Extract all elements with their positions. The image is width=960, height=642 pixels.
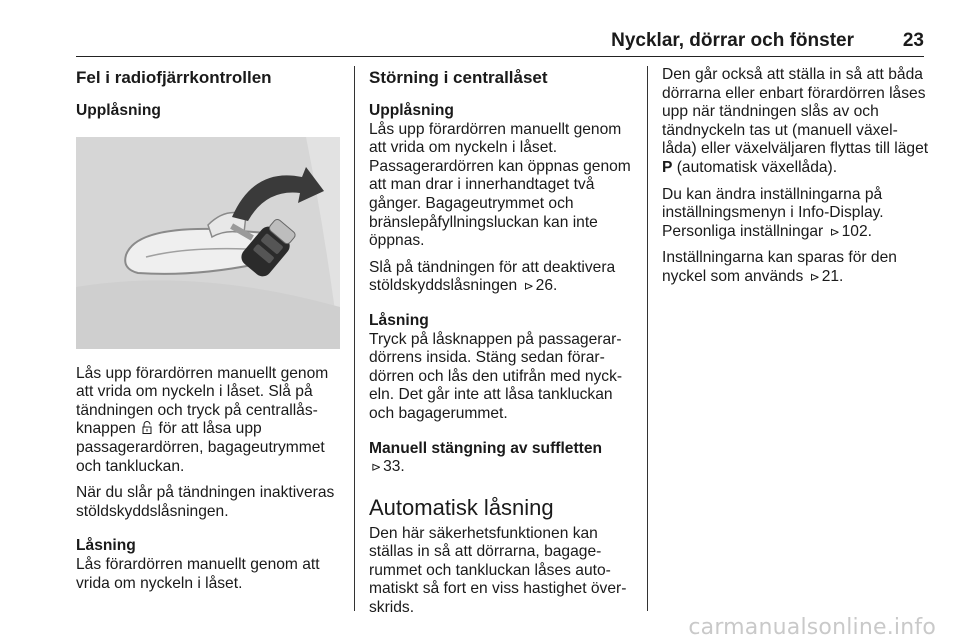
subheading-manual-roof: Manuell stängning av suffletten [369, 439, 603, 457]
page-ref[interactable]: 102. [841, 222, 872, 240]
page-ref[interactable]: 26. [535, 277, 558, 295]
paragraph: Den går också att ställa in så att båda dörrarna eller enbart förardörren låses upp när tändningen slås av och tändnyckeln tas ut (manuell växel-låda) eller växelväljaren flyttas till läget P (automatisk växellåda). [662, 66, 929, 176]
door-handle-drawing [76, 137, 340, 349]
paragraph: Lås upp förardörren manuellt genom att vrida om nyckeln i låset. Slå på tändningen och tryck på centrallås-knappen för att låsa upp passagerardörren, bagageutrymmet och tankluckan. [76, 364, 329, 475]
paragraph: Du kan ändra inställningarna på inställningsmenyn i Info-Display. Personliga inställningar ⊳ 102. [662, 185, 884, 240]
paragraph: Slå på tändningen för att deaktivera stöldskyddslåsningen ⊳ 26. [369, 258, 616, 295]
column-1 [76, 66, 344, 601]
page-ref[interactable]: 33. [383, 458, 405, 476]
page-ref[interactable]: 21. [821, 267, 844, 285]
watermark: carmanualsonline.info [688, 615, 936, 640]
page-number: 23 [902, 30, 924, 51]
subheading-lock: Låsning [76, 537, 136, 555]
section-title: Störning i centrallåset [369, 68, 548, 87]
paragraph: Tryck på låsknappen på passagerar-dörrens insida. Stäng sedan förar-dörren och lås den utifrån med nyck-eln. Det går inte att låsa tankluckan och bagagerummet. [369, 330, 623, 422]
column-3 [662, 66, 930, 295]
header-rule [76, 56, 924, 57]
header-title: Nycklar, dörrar och fönster [611, 30, 854, 51]
paragraph: Lås upp förardörren manuellt genom att vrida om nyckeln i låset. Passagerardörren kan öppnas genom att man drar i innerhandtaget två gånger. Bagageutrymmet och bränslepåfyllningsluckan kan inte öppnas. [369, 120, 631, 250]
page-ref-icon: ⊳ [809, 269, 820, 284]
unlock-icon [142, 421, 152, 434]
column-divider [354, 66, 355, 611]
section-title: Fel i radiofjärrkontrollen [76, 68, 272, 87]
subheading-unlock: Upplåsning [369, 102, 454, 119]
page-ref-icon: ⊳ [523, 279, 534, 294]
paragraph [369, 458, 637, 477]
paragraph: Den här säkerhetsfunktionen kan ställas in så att dörrarna, bagage-rummet och tankluckan låses auto-matiskt så fort en viss hastighet över-skrids. [369, 524, 627, 617]
door-handle-illustration [76, 137, 340, 349]
column-2 [369, 66, 637, 626]
page-ref-icon: ⊳ [829, 224, 840, 239]
subheading-unlock: Upplåsning [76, 102, 161, 119]
paragraph: Lås förardörren manuellt genom att vrida om nyckeln i låset. [76, 555, 320, 592]
page-ref-icon: ⊳ [371, 460, 382, 475]
section-title-automatic-locking: Automatisk låsning [369, 494, 554, 520]
paragraph: Inställningarna kan sparas för den nyckel som används ⊳ 21. [662, 249, 897, 285]
page-header [76, 30, 924, 52]
gear-position-p: P [662, 158, 673, 176]
column-divider [647, 66, 648, 611]
subheading-lock: Låsning [369, 311, 429, 329]
paragraph: När du slår på tändningen inaktiveras stöldskyddslåsningen. [76, 484, 335, 520]
